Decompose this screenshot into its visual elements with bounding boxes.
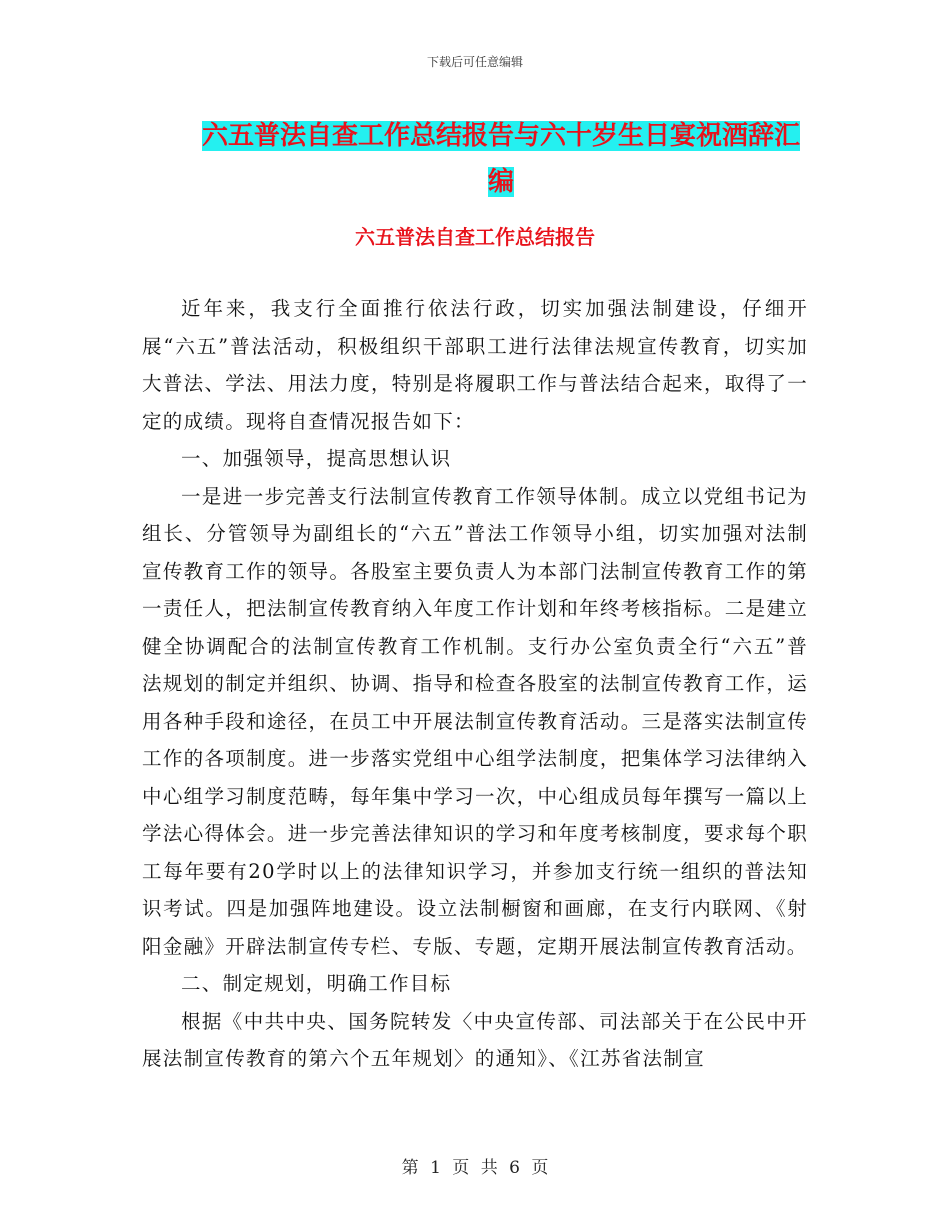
paragraph-leadership: 一是进一步完善支行法制宣传教育工作领导体制。成立以党组书记为组长、分管领导为副组长的“六五”普法工作领导小组，切实加强对法制宣传教育工作的领导。各股室主要负责人为本部门法制宣传教育工作的第一责任人，把法制宣传教育纳入年度工作计划和年终考核指标。二是建立健全协调配合的法制宣传教育工作机制。支行办公室负责全行“六五”普法规划的制定并组织、协调、指导和检查各股室的法制宣传教育工作，运用各种手段和途径，在员工中开展法制宣传教育活动。三是落实法制宣传工作的各项制度。进一步落实党组中心组学法制度，把集体学习法律纳入中心组学习制度范畴，每年集中学习一次，中心组成员每年撰写一篇以上学法心得体会。进一步完善法律知识的学习和年度考核制度，要求每个职工每年要有20学时以上的法律知识学习，并参加支行统一组织的普法知识考试。四是加强阵地建设。设立法制橱窗和画廊，在支行内联网、《射阳金融》开辟法制宣传专栏、专版、专题，定期开展法制宣传教育活动。 [142, 484, 808, 958]
heading-two: 二、制定规划，明确工作目标 [181, 972, 452, 995]
document-title [196, 113, 806, 205]
paragraph-intro: 近年来，我支行全面推行依法行政，切实加强法制建设，仔细开展“六五”普法活动，积极组织干部职工进行法律法规宣传教育，切实加大普法、学法、用法力度，特别是将履职工作与普法结合起来，取得了一定的成绩。现将自查情况报告如下： [142, 297, 808, 433]
paragraph-planning: 根据《中共中央、国务院转发〈中央宣传部、司法部关于在公民中开展法制宣传教育的第六个五年规划〉的通知》、《江苏省法制宣 [142, 1009, 808, 1070]
header-note: 下载后可任意编辑 [426, 55, 523, 69]
title-line-1: 六五普法自查工作总结报告与六十岁生日宴祝酒辞汇 [201, 121, 800, 151]
page-footer: 第 1 页 共 6 页 [401, 1158, 549, 1178]
title-line-2: 编 [487, 167, 514, 197]
heading-one: 一、加强领导，提高思想认识 [181, 447, 452, 470]
body-text [142, 290, 808, 1078]
section-title: 六五普法自查工作总结报告 [355, 225, 595, 249]
